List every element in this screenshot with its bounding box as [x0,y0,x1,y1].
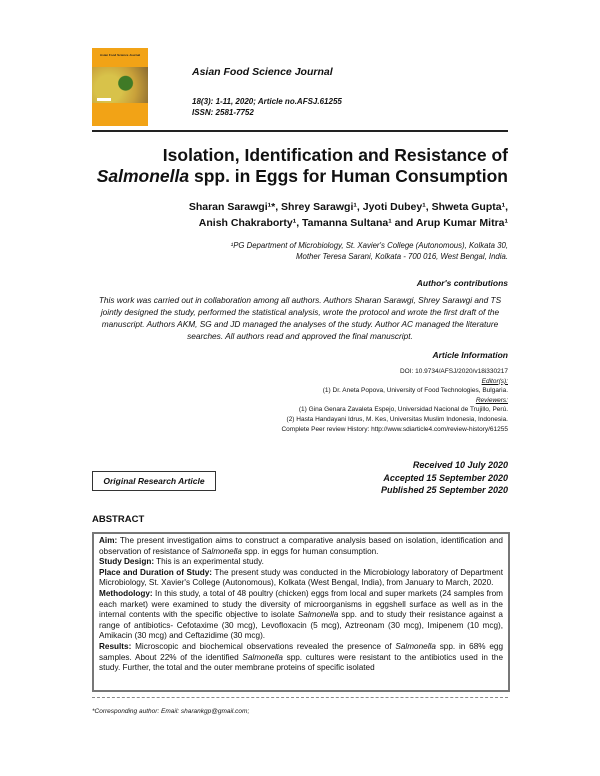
reviewer-2: (2) Hasta Handayani Idrus, M. Kes, Universitas Muslim Indonesia, Indonesia. [286,415,508,423]
affiliation [231,240,508,262]
affiliation-line-1: ¹PG Department of Microbiology, St. Xavier's College (Autonomous), Kolkata 30, [230,241,508,250]
contributions-heading: Author's contributions [416,278,508,288]
issue-info [192,96,342,118]
results-text-2: spp. in 68% egg samples. About 22% of the identified [99,641,503,662]
review-history-link[interactable]: http://www.sdiarticle4.com/review-history/61255 [371,425,508,433]
cover-title: Asian Food Science Journal [99,53,141,57]
abstract-methodology [99,589,503,642]
title-line-1: Isolation, Identification and Resistance of [162,145,508,165]
method-text-end: spp. and to study their resistance against a range of antibiotics- Cefotaxime (30 mcg), Levofloxacin (5 mcg), Aztreonam (30 mcg), Imipenem (10 mcg), Amikacin (30 mcg) and Ceftazidime (30 mcg). [99,610,503,641]
corresponding-author-footnote: *Corresponding author: Email: sharankgp@gmail.com; [92,708,250,715]
journal-cover-image [92,48,148,126]
place-text: The present study was conducted in the Microbiology laboratory of Department Microbiology, St. Xavier's College (Autonomous), Kolkata (West Bengal, India), from January to March, 2020. [99,567,503,588]
results-label: Results: [99,641,132,651]
article-dates [381,459,508,497]
abstract-aim [99,536,503,557]
paper-title [97,145,508,187]
place-label: Place and Duration of Study: [99,567,213,577]
received-date: Received 10 July 2020 [412,460,508,470]
aim-italic: Salmonella [201,546,242,556]
method-italic: Salmonella [297,610,339,620]
abstract-design [99,557,503,568]
authors-line-2: Anish Chakraborty¹, Tamanna Sultana¹ and Arup Kumar Mitra¹ [198,217,508,229]
abstract-results [99,642,503,674]
method-text: In this study, a total of 48 poultry (chicken) eggs from local and super markets (24 samples from each market) were examined to study the diversity of microorganisms in eggshell surface as well as in the internal contents with the specific objective to isolate [99,588,503,620]
abstract-box [92,532,510,692]
header-rule [92,130,508,132]
authors-line-1: Sharan Sarawgi¹*, Shrey Sarawgi¹, Jyoti Dubey¹, Shweta Gupta¹, [188,201,508,213]
article-type-box: Original Research Article [92,471,216,491]
method-label: Methodology: [99,588,153,598]
design-text: This is an experimental study. [154,557,264,567]
cover-barcode [97,98,111,101]
authors [189,199,508,231]
aim-label: Aim: [99,536,118,545]
article-info [281,367,508,434]
abstract-place [99,568,503,589]
published-date: Published 25 September 2020 [380,485,508,495]
design-label: Study Design: [99,557,155,567]
title-italic: Salmonella [96,166,190,186]
title-line-2 [97,166,508,187]
accepted-date: Accepted 15 September 2020 [383,472,508,483]
review-history [281,425,508,435]
results-italic-1: Salmonella [395,641,436,651]
article-info-heading: Article Information [432,350,508,360]
history-label: Complete Peer review History: [281,425,372,433]
journal-name: Asian Food Science Journal [192,66,333,78]
issn: ISSN: 2581-7752 [192,108,254,117]
editor-label: Editor(s): [481,377,508,385]
results-text: Microscopic and biochemical observations revealed the presence of [131,641,396,651]
footnote-divider [92,697,508,698]
doi: DOI: 10.9734/AFSJ/2020/v18i330217 [399,368,508,375]
results-text-3: spp. cultures were resistant to the antibiotics used in the study. Further, the total and the outer membrane proteins of specific isolated [99,652,503,673]
issue-citation: 18(3): 1-11, 2020; Article no.AFSJ.61255 [192,97,342,106]
results-italic-2: Salmonella [242,652,283,662]
affiliation-line-2: Mother Teresa Sarani, Kolkata - 700 016, West Bengal, India. [296,252,508,261]
title-rest: spp. in Eggs for Human Consumption [189,166,508,186]
reviewers-label: Reviewers: [475,396,508,404]
editor: (1) Dr. Aneta Popova, University of Food Technologies, Bulgaria. [322,387,508,395]
aim-text: The present investigation aims to construct a comparative analysis based on isolation, identification and observation of resistance of [99,536,503,556]
abstract-heading: ABSTRACT [92,514,145,525]
aim-text-end: spp. in eggs for human consumption. [241,546,379,556]
contributions-text: This work was carried out in collaboration among all authors. Authors Sharan Sarawgi, Shrey Sarawgi and TS jointly designed the study, performed the statistical analysis, wrote the protocol and wrote the first draft of the manuscript. Authors AKM, SG and JD managed the analyses of the study. Author AC managed the literature searches. All authors read and approved the final manuscript. [98,295,502,341]
reviewer-1: (1) Gina Genara Zavaleta Espejo, Universidad Nacional de Trujillo, Perú. [298,406,508,414]
